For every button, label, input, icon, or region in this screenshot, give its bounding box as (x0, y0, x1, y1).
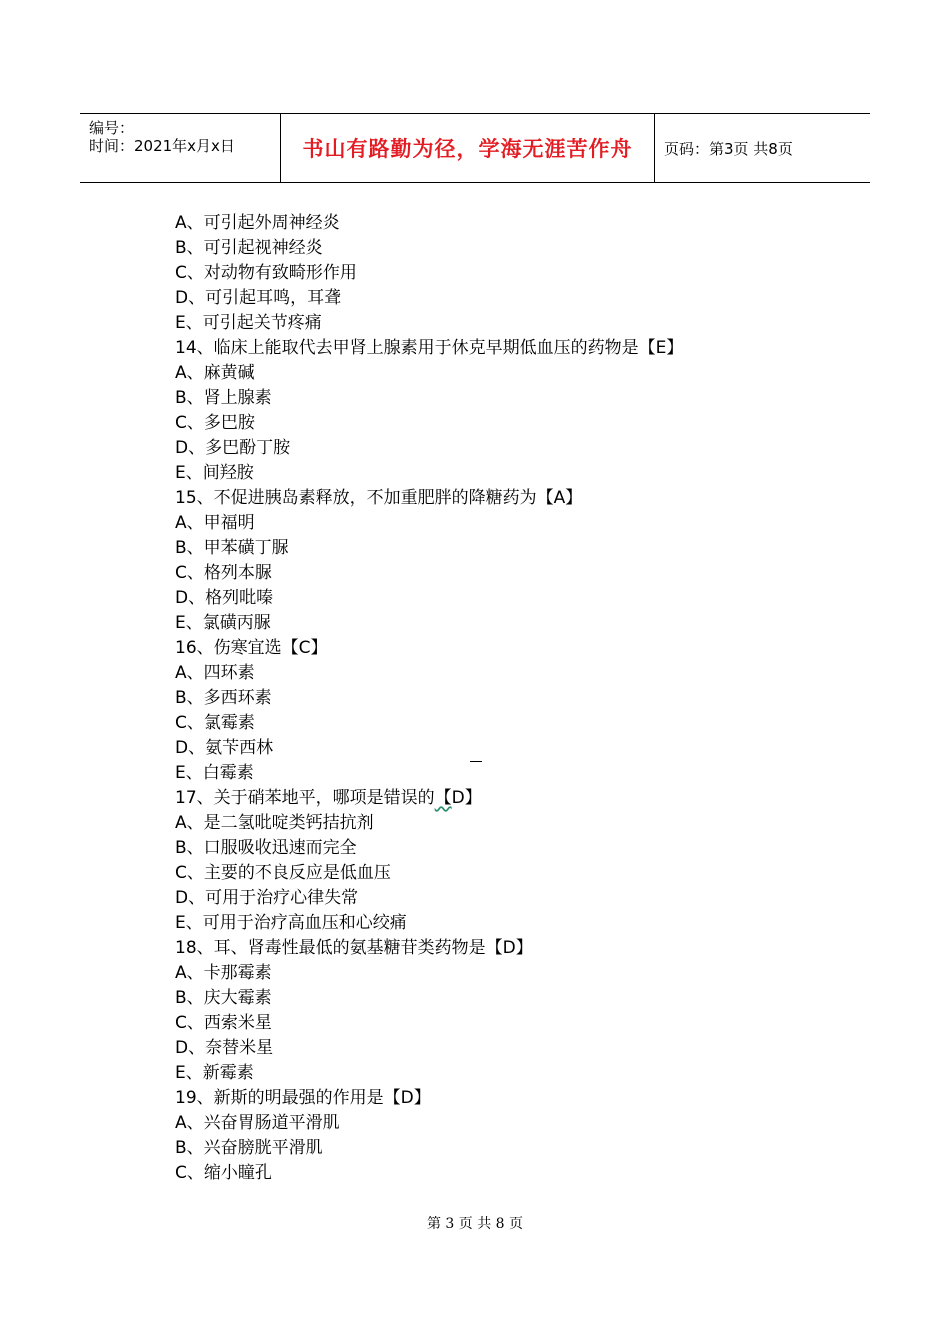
option-line: C、主要的不良反应是低血压 (175, 863, 391, 883)
answer-bracket-underlined: 【 (434, 788, 452, 808)
option-line: D、格列吡嗪 (175, 588, 274, 608)
option-line: B、庆大霉素 (175, 988, 272, 1008)
option-line: A、兴奋胃肠道平滑肌 (175, 1113, 340, 1133)
option-line: E、氯磺丙脲 (175, 613, 271, 633)
option-line: E、白霉素 (175, 763, 254, 783)
option-line: C、氯霉素 (175, 713, 255, 733)
option-line: D、可引起耳鸣，耳聋 (175, 288, 342, 308)
motto: 书山有路勤为径，学海无涯苦作舟 (302, 137, 633, 161)
option-line: C、格列本脲 (175, 563, 272, 583)
question-line: 16、伤寒宜选【C】 (175, 638, 328, 658)
option-line: E、新霉素 (175, 1063, 254, 1083)
option-line: A、是二氢吡啶类钙拮抗剂 (175, 813, 374, 833)
question-line: 18、耳、肾毒性最低的氨基糖苷类药物是【D】 (175, 938, 533, 958)
option-line: C、多巴胺 (175, 413, 255, 433)
option-line: D、多巴酚丁胺 (175, 438, 291, 458)
page-info: 页码：第3页 共8页 (664, 139, 793, 158)
option-line: B、多西环素 (175, 688, 272, 708)
question-line: 19、新斯的明最强的作用是【D】 (175, 1088, 431, 1108)
stray-dash-mark (470, 761, 482, 762)
question-content (175, 211, 815, 1186)
option-line: B、肾上腺素 (175, 388, 272, 408)
option-line: C、西索米星 (175, 1013, 272, 1033)
option-line: E、间羟胺 (175, 463, 254, 483)
option-line: D、奈替米星 (175, 1038, 274, 1058)
option-line: C、对动物有致畸形作用 (175, 263, 357, 283)
page-header (80, 113, 870, 183)
header-meta (80, 114, 281, 182)
page-footer: 第 3 页 共 8 页 (426, 1216, 524, 1232)
option-line: A、甲福明 (175, 513, 255, 533)
header-motto-cell (281, 114, 655, 182)
option-line: B、甲苯磺丁脲 (175, 538, 289, 558)
option-line: B、口服吸收迅速而完全 (175, 838, 357, 858)
option-line: A、可引起外周神经炎 (175, 213, 340, 233)
option-line: C、缩小瞳孔 (175, 1163, 272, 1183)
option-line: A、四环素 (175, 663, 255, 683)
option-line: E、可引起关节疼痛 (175, 313, 322, 333)
option-line: A、麻黄碱 (175, 363, 255, 383)
option-line: D、可用于治疗心律失常 (175, 888, 359, 908)
option-line: B、可引起视神经炎 (175, 238, 323, 258)
option-line: E、可用于治疗高血压和心绞痛 (175, 913, 407, 933)
question-line: 15、不促进胰岛素释放，不加重肥胖的降糖药为【A】 (175, 488, 583, 508)
time-label: 时间：2021年x月x日 (89, 137, 235, 155)
option-line: D、氨苄西林 (175, 738, 274, 758)
option-line: A、卡那霉素 (175, 963, 272, 983)
option-line: B、兴奋膀胱平滑肌 (175, 1138, 323, 1158)
header-page-cell (655, 114, 870, 182)
number-label: 编号： (89, 119, 135, 137)
question-line: 14、临床上能取代去甲肾上腺素用于休克早期低血压的药物是【E】 (175, 338, 684, 358)
question-line: 17、关于硝苯地平，哪项是错误的【D】 (175, 788, 482, 808)
